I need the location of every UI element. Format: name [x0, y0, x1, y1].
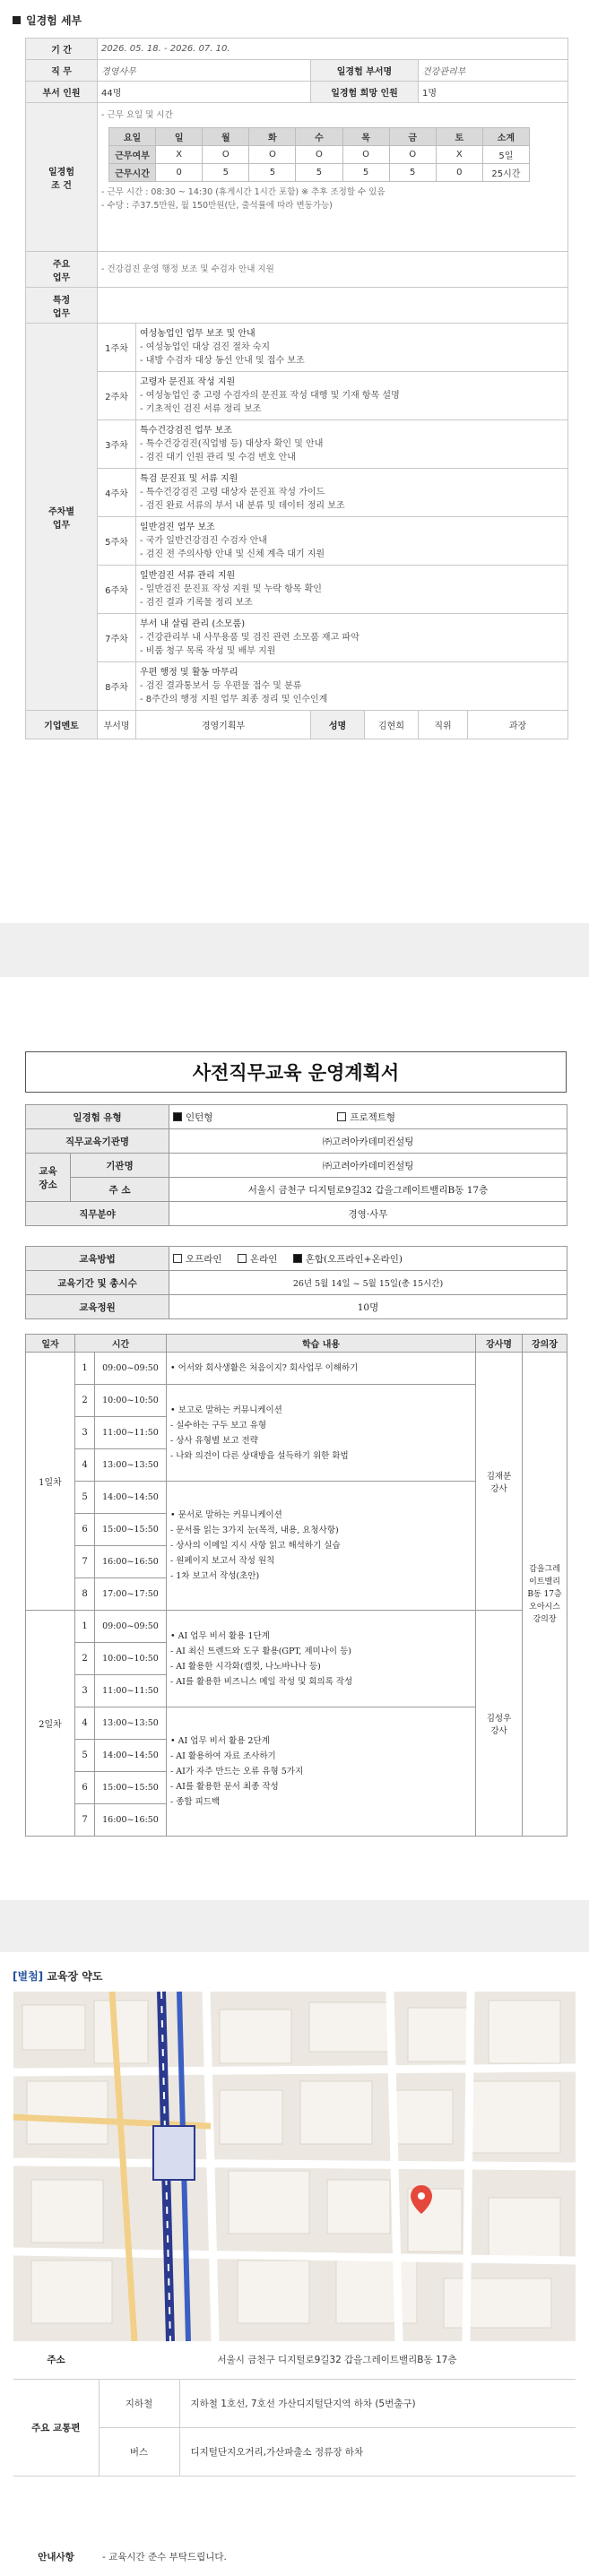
schedule-header-cell: 토 [436, 128, 482, 146]
session-time: 16:00~16:50 [95, 1546, 167, 1578]
week-line: - 비품 청구 목록 작성 및 배부 지원 [140, 646, 276, 656]
week-line: - 국가 일반건강검진 수검자 안내 [140, 536, 267, 546]
schedule-cell: 25시간 [482, 164, 529, 182]
session-number: 2 [75, 1643, 95, 1675]
schedule-cell: X [156, 146, 203, 164]
training-period-value: 26년 5월 14일 ~ 5월 15일(총 15시간) [169, 1271, 567, 1295]
lesson-line: - 1차 보고서 작성(초안) [170, 1571, 260, 1581]
curriculum-header-cell: 시간 [75, 1335, 167, 1353]
subway-value: 지하철 1호선, 7호선 가산디지털단지역 하차 (5번출구) [179, 2379, 576, 2427]
lesson-line: - AI를 활용한 비즈니스 메일 작성 및 회의록 작성 [170, 1676, 353, 1687]
lesson-line: • AI 업무 비서 활용 2단계 [170, 1736, 270, 1746]
week-line: - 내방 수검자 대상 동선 안내 및 접수 보조 [140, 356, 305, 366]
session-number: 1 [75, 1353, 95, 1385]
session-number: 6 [75, 1514, 95, 1546]
schedule-cell: X [436, 146, 482, 164]
session-time: 16:00~16:50 [95, 1804, 167, 1837]
field-label: 직무분야 [26, 1202, 169, 1226]
week-row [26, 420, 568, 469]
session-number: 7 [75, 1546, 95, 1578]
job-value: 경영사무 [98, 60, 311, 82]
mentor-position-value: 과장 [468, 711, 568, 739]
training-plan-title: 사전직무교육 운영계획서 [25, 1051, 567, 1093]
lesson-line: - 상사 유형별 보고 전략 [170, 1435, 258, 1446]
bus-value: 디지털단지오거리,가산파출소 정류장 하차 [179, 2427, 576, 2476]
lesson-content [167, 1611, 476, 1707]
map-title-bracket: [별첨] [13, 1970, 44, 1983]
week-content [136, 420, 568, 469]
map-title-text: 교육장 약도 [47, 1970, 103, 1983]
week-row [26, 517, 568, 566]
schedule-cell: 5 [203, 164, 249, 182]
type-label: 일경험 유형 [26, 1105, 169, 1129]
lesson-line: - 종합 피드백 [170, 1797, 221, 1807]
special-duty-label: 특정 업무 [26, 288, 98, 324]
notice-label: 안내사항 [38, 2551, 74, 2563]
week-row [26, 469, 568, 517]
week-line: - 검진 결과 기록물 정리 보조 [140, 598, 253, 608]
week-line: - 검진 전 주의사항 안내 및 신체 계측 대기 지원 [140, 549, 325, 559]
location-info-table [13, 2341, 576, 2576]
lesson-line: - 문서를 읽는 3가지 눈(목적, 내용, 요청사항) [170, 1526, 339, 1535]
curriculum-header-row [26, 1335, 567, 1353]
lesson-line: - AI 활용한 시각화(캡컷, 나노바나나 등) [170, 1661, 321, 1672]
session-time: 14:00~14:50 [95, 1740, 167, 1772]
session-number: 8 [75, 1578, 95, 1611]
lesson-line: • 보고로 말하는 커뮤니케이션 [170, 1405, 282, 1415]
week-line: - 여성농업인 대상 검진 절차 숙지 [140, 342, 271, 352]
mentor-name-label: 성명 [311, 711, 365, 739]
schedule-header-cell: 월 [203, 128, 249, 146]
week-label: 2주차 [98, 372, 136, 420]
training-period-label: 교육기간 및 총시수 [26, 1271, 169, 1295]
training-info-table [25, 1104, 567, 1226]
session-number: 3 [75, 1675, 95, 1707]
lesson-line: - AI 최신 트렌드와 도구 활용(GPT, 제미나이 등) [170, 1646, 351, 1656]
lesson-line: - AI를 활용한 문서 최종 작성 [170, 1782, 279, 1792]
method-option-online[interactable] [238, 1254, 277, 1265]
mentor-name-value: 김현희 [365, 711, 419, 739]
capacity-value: 10명 [169, 1295, 567, 1319]
schedule-row-label: 근무여부 [109, 146, 156, 164]
lesson-content [167, 1707, 476, 1837]
week-line: - 건강관리부 내 사무용품 및 검진 관련 소모품 재고 파악 [140, 633, 359, 643]
location-map[interactable] [13, 1992, 576, 2341]
mentor-label: 기업멘토 [26, 711, 98, 739]
place-label: 교육 장소 [26, 1154, 71, 1202]
schedule-cell: 5 [296, 164, 342, 182]
schedule-cell: O [249, 146, 296, 164]
schedule-header-cell: 수 [296, 128, 342, 146]
week-label: 5주차 [98, 517, 136, 566]
week-content [136, 372, 568, 420]
week-line: - 검진 완료 서류의 부서 내 분류 및 데이터 정리 보조 [140, 501, 345, 511]
special-duty-value [98, 288, 568, 324]
curriculum-header-cell: 강의장 [523, 1335, 567, 1353]
lesson-content [167, 1482, 476, 1611]
wish-label: 일경험 희망 인원 [311, 82, 419, 103]
week-line: - 특수건강검진(직업병 등) 대상자 확인 및 안내 [140, 439, 324, 449]
lesson-content [167, 1385, 476, 1482]
session-number: 2 [75, 1385, 95, 1417]
week-line: - 검진 대기 인원 관리 및 수검 번호 안내 [140, 453, 296, 462]
subway-label: 지하철 [99, 2379, 179, 2427]
week-line: 특검 문진표 및 서류 지원 [140, 474, 238, 484]
schedule-row-label: 근무시간 [109, 164, 156, 182]
schedule-cell: 5 [342, 164, 389, 182]
week-line: 우편 행정 및 활동 마무리 [140, 668, 238, 678]
lesson-line: • 문서로 말하는 커뮤니케이션 [170, 1510, 282, 1520]
square-bullet-icon [13, 16, 21, 24]
week-content [136, 324, 568, 372]
curriculum-header-cell: 강사명 [476, 1335, 523, 1353]
week-label: 7주차 [98, 614, 136, 662]
week-row [26, 662, 568, 711]
method-option-mixed[interactable] [293, 1254, 403, 1265]
session-number: 1 [75, 1611, 95, 1643]
instructor-name: 김재분 강사 [476, 1353, 523, 1611]
week-line: - 특수건강검진 고령 대상자 문진표 작성 가이드 [140, 488, 325, 497]
schedule-cell: 5 [249, 164, 296, 182]
classroom: 갑을그레이트밸리B동 17층 오아시스 강의장 [523, 1353, 567, 1837]
schedule-cell: 5 [389, 164, 436, 182]
mentor-position-label: 직위 [419, 711, 468, 739]
section-divider [0, 1900, 589, 1952]
notice-value: - 교육시간 준수 부탁드립니다. [102, 2551, 227, 2563]
week-content [136, 614, 568, 662]
week-line: - 여성농업인 중 고령 수검자의 문진표 작성 대행 및 기재 항목 설명 [140, 391, 400, 401]
condition-note-pay: - 수당 : 주37.5만원, 월 150만원(단, 출석률에 따라 변동가능) [101, 201, 333, 211]
week-content [136, 469, 568, 517]
method-option-mixed-label: 혼합(오프라인+온라인) [305, 1253, 403, 1265]
schedule-table [108, 127, 530, 182]
week-line: 고령자 문진표 작성 지원 [140, 377, 236, 387]
curriculum-header-cell: 일자 [26, 1335, 75, 1353]
map-section-title [13, 1968, 102, 1984]
session-number: 4 [75, 1449, 95, 1482]
section-title-text: 일경험 세부 [26, 13, 82, 27]
session-row [26, 1611, 567, 1643]
period-value: 2026. 05. 18. - 2026. 07. 10. [98, 39, 568, 60]
main-duty-value: - 건강검진 운영 행정 보조 및 수검자 안내 지원 [98, 252, 568, 288]
lesson-line: - 상사의 이메일 지시 사항 읽고 해석하기 실습 [170, 1541, 341, 1551]
type-option-intern-label: 인턴형 [186, 1111, 213, 1123]
lesson-line: - 나와 의견이 다른 상대방을 설득하기 위한 화법 [170, 1450, 349, 1461]
method-option-offline-label: 오프라인 [186, 1253, 222, 1265]
session-time: 13:00~13:50 [95, 1449, 167, 1482]
schedule-header-cell: 금 [389, 128, 436, 146]
session-time: 11:00~11:50 [95, 1675, 167, 1707]
week-row [26, 324, 568, 372]
session-time: 15:00~15:50 [95, 1772, 167, 1804]
checked-box-icon [293, 1254, 302, 1263]
curriculum-table [25, 1334, 567, 1837]
main-duty-label: 주요 업무 [26, 252, 98, 288]
week-line: 부서 내 살림 관리 (소모품) [140, 619, 246, 629]
map-graphic [13, 1992, 576, 2341]
weekly-label: 주차별 업무 [26, 324, 98, 711]
address-label: 주 소 [71, 1178, 169, 1202]
week-content [136, 662, 568, 711]
session-time: 10:00~10:50 [95, 1385, 167, 1417]
instructor-name: 김성우 강사 [476, 1611, 523, 1837]
transit-label: 주요 교통편 [13, 2379, 99, 2476]
method-option-online-label: 온라인 [249, 1253, 278, 1265]
work-detail-table [25, 38, 568, 739]
wish-value: 1명 [419, 82, 568, 103]
schedule-cell: O [389, 146, 436, 164]
week-content [136, 517, 568, 566]
lesson-line: - 실수하는 구두 보고 유형 [170, 1420, 267, 1431]
session-time: 10:00~10:50 [95, 1643, 167, 1675]
session-number: 5 [75, 1740, 95, 1772]
mentor-dept-label: 부서명 [98, 711, 136, 739]
section-title [0, 5, 82, 34]
field-value: 경영·사무 [169, 1202, 567, 1226]
week-content [136, 566, 568, 614]
capacity-label: 교육정원 [26, 1295, 169, 1319]
condition-intro: - 근무 요일 및 시간 [101, 110, 173, 120]
session-time: 09:00~09:50 [95, 1353, 167, 1385]
schedule-cell: 5일 [482, 146, 529, 164]
week-line: 일반검진 서류 관리 지원 [140, 571, 236, 581]
session-time: 11:00~11:50 [95, 1417, 167, 1449]
session-number: 3 [75, 1417, 95, 1449]
type-option-project-label: 프로젝트형 [350, 1111, 396, 1123]
day-label: 1일차 [26, 1353, 75, 1611]
session-row [26, 1353, 567, 1385]
week-line: 특수건강검진 업무 보조 [140, 426, 232, 436]
job-label: 직 무 [26, 60, 98, 82]
lesson-content [167, 1353, 476, 1385]
location-address-label: 주소 [13, 2341, 99, 2379]
week-line: 여성농업인 업무 보조 및 안내 [140, 329, 256, 339]
week-label: 8주차 [98, 662, 136, 711]
session-time: 13:00~13:50 [95, 1707, 167, 1740]
work-detail-section [0, 0, 589, 923]
dept-label: 일경험 부서명 [311, 60, 419, 82]
institution-value: ㈜고려아카데미컨설팅 [169, 1154, 567, 1178]
weekly-duties [26, 324, 568, 711]
section-divider [0, 923, 589, 977]
unchecked-box-icon [173, 1254, 182, 1263]
session-time: 17:00~17:50 [95, 1578, 167, 1611]
checked-box-icon [173, 1112, 182, 1121]
week-row [26, 566, 568, 614]
session-number: 4 [75, 1707, 95, 1740]
week-row [26, 372, 568, 420]
condition-label: 일경험 조 건 [26, 103, 98, 252]
address-value: 서울시 금천구 디지털로9길32 갑을그레이트밸리B동 17층 [169, 1178, 567, 1202]
unchecked-box-icon [337, 1112, 346, 1121]
week-label: 6주차 [98, 566, 136, 614]
schedule-cell: 0 [156, 164, 203, 182]
week-label: 3주차 [98, 420, 136, 469]
training-method-table [25, 1246, 567, 1319]
session-number: 6 [75, 1772, 95, 1804]
session-time: 15:00~15:50 [95, 1514, 167, 1546]
day-label: 2일차 [26, 1611, 75, 1837]
week-line: - 일반검진 문진표 작성 지원 및 누락 항목 확인 [140, 584, 322, 594]
condition-note-hours: - 근무 시간 : 08:30 ~ 14:30 (휴게시간 1시간 포함) ※ 추후 조정할 수 있음 [101, 187, 385, 197]
institution-label: 기관명 [71, 1154, 169, 1178]
org-value: ㈜고려아카데미컨설팅 [169, 1129, 567, 1154]
schedule-cell: O [203, 146, 249, 164]
lesson-line: - 원페이지 보고서 작성 원칙 [170, 1556, 275, 1566]
week-label: 4주차 [98, 469, 136, 517]
week-row [26, 614, 568, 662]
staff-value: 44명 [98, 82, 311, 103]
org-label: 직무교육기관명 [26, 1129, 169, 1154]
schedule-cell: O [296, 146, 342, 164]
session-time: 14:00~14:50 [95, 1482, 167, 1514]
lesson-line: - AI 활용하여 자료 조사하기 [170, 1751, 276, 1761]
week-line: - 기초적인 검진 서류 정리 보조 [140, 404, 262, 414]
week-label: 1주차 [98, 324, 136, 372]
location-address-value: 서울시 금천구 디지털로9길32 갑을그레이트밸리B동 17층 [99, 2341, 576, 2379]
session-number: 5 [75, 1482, 95, 1514]
bus-label: 버스 [99, 2427, 179, 2476]
curriculum-header-cell: 학습 내용 [167, 1335, 476, 1353]
schedule-header-cell: 소계 [482, 128, 529, 146]
week-line: - 검진 결과통보서 등 우편물 접수 및 분류 [140, 681, 302, 691]
period-label: 기 간 [26, 39, 98, 60]
schedule-cell: 0 [436, 164, 482, 182]
staff-label: 부서 인원 [26, 82, 98, 103]
unchecked-box-icon [238, 1254, 247, 1263]
week-line: - 8주간의 행정 지원 업무 최종 정리 및 인수인계 [140, 695, 328, 705]
session-number: 7 [75, 1804, 95, 1837]
type-option-intern[interactable] [173, 1111, 334, 1124]
method-label: 교육방법 [26, 1247, 169, 1271]
lesson-line: • 어서와 회사생활은 처음이지? 회사업무 이해하기 [170, 1363, 359, 1373]
mentor-dept-value: 경영기획부 [136, 711, 311, 739]
schedule-header-cell: 화 [249, 128, 296, 146]
lesson-line: • AI 업무 비서 활용 1단계 [170, 1630, 270, 1641]
schedule-header-cell: 일 [156, 128, 203, 146]
lesson-line: - AI가 자주 만드는 오류 유형 5가지 [170, 1767, 304, 1776]
schedule-header-cell: 요일 [109, 128, 156, 146]
type-option-project[interactable] [337, 1112, 395, 1123]
session-time: 09:00~09:50 [95, 1611, 167, 1643]
method-option-offline[interactable] [173, 1254, 222, 1265]
week-line: 일반검진 업무 보조 [140, 523, 215, 532]
schedule-header-cell: 목 [342, 128, 389, 146]
dept-value: 건강관리부 [419, 60, 568, 82]
schedule-cell: O [342, 146, 389, 164]
